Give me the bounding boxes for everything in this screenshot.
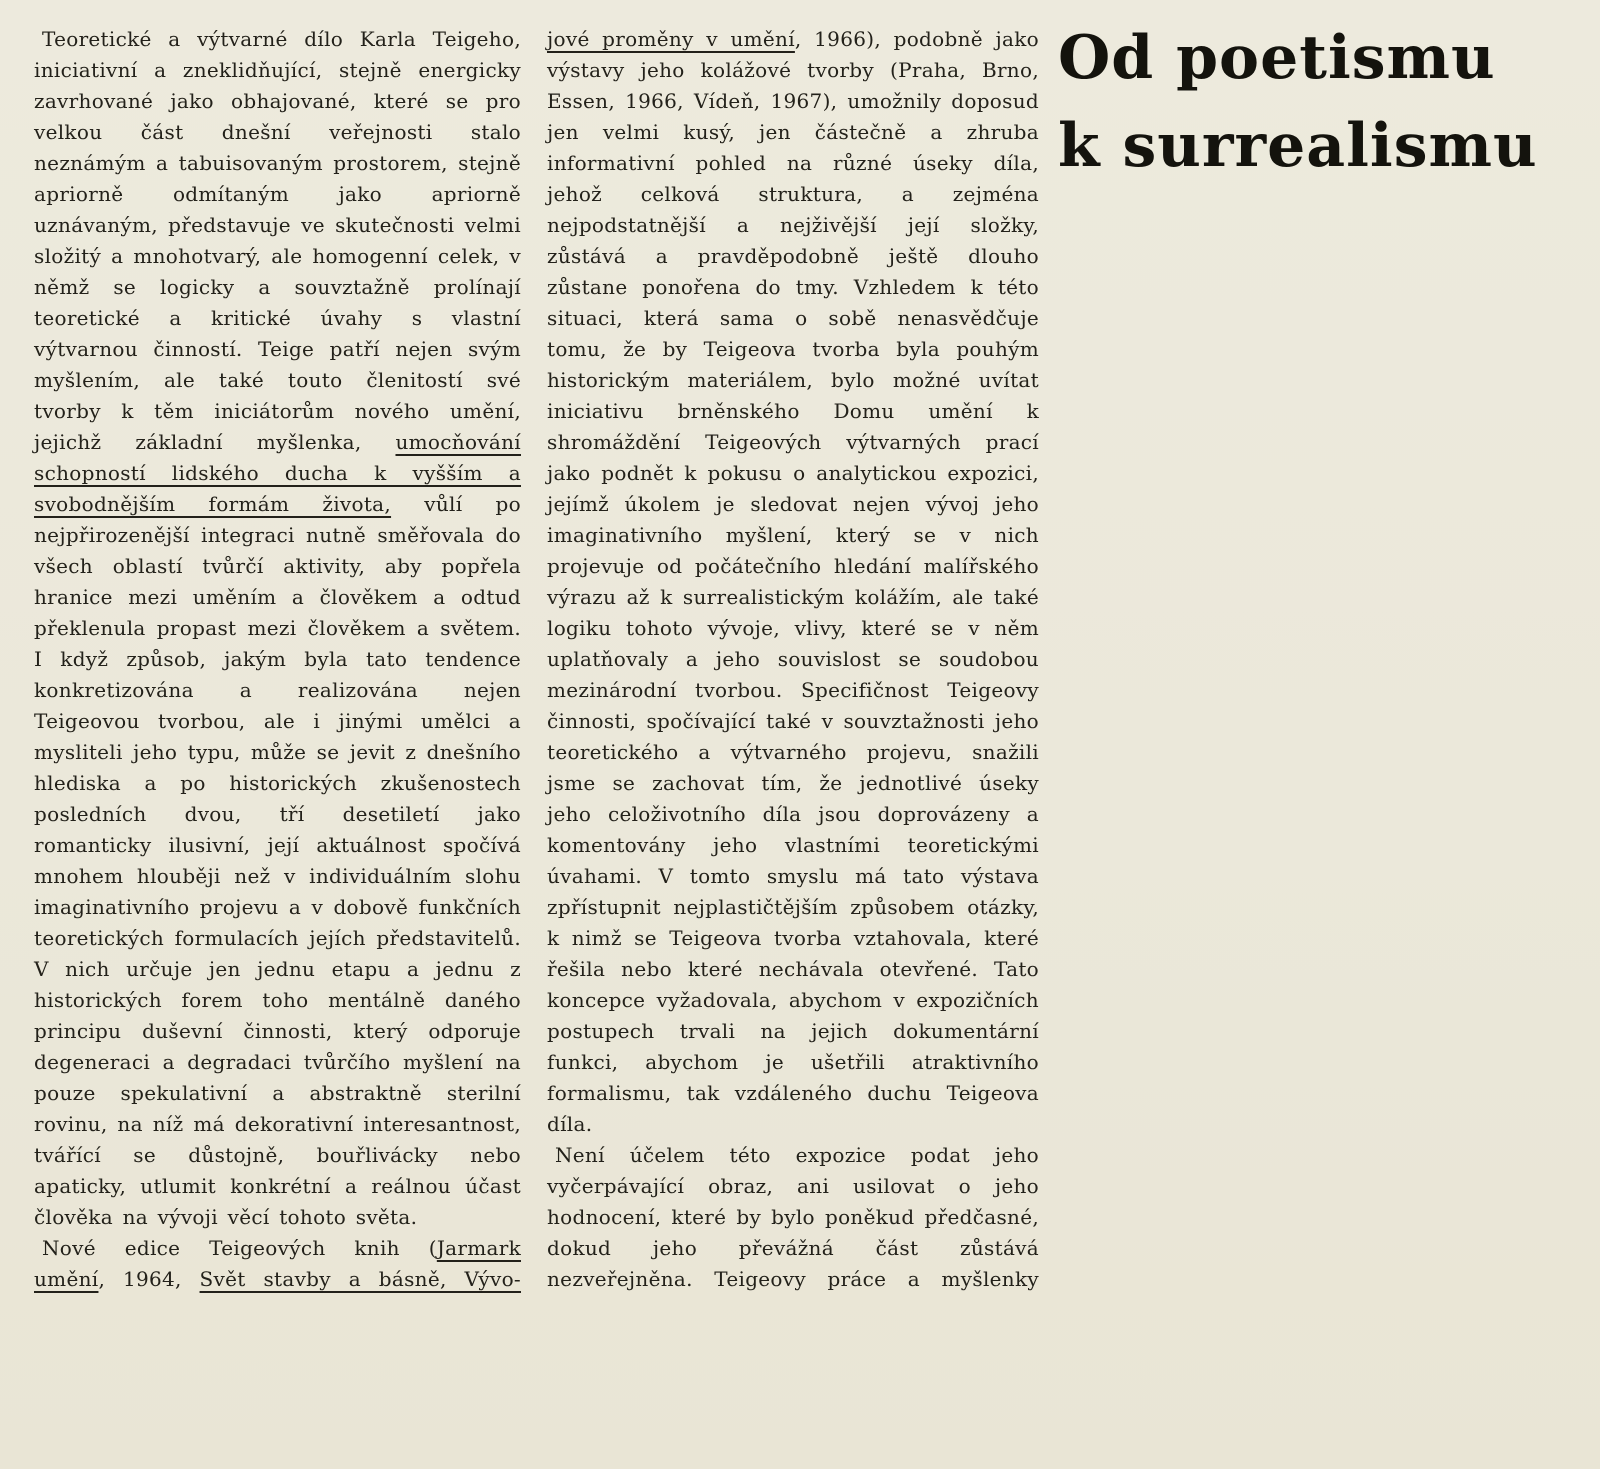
text-segment: Není účelem této expozice podat jeho vyčerpávající obraz, ani usilovat o jeho hodnocení, které by bylo poněkud předčasné, dokud jeho převážná část zůstává nezveřejněna. Teigeovy práce a myšlenky bbox=[547, 1143, 1039, 1291]
text-segment: Nové edice Teigeových knih ( bbox=[42, 1236, 437, 1260]
underlined-phrase: jové proměny v umění bbox=[547, 27, 795, 51]
page-title bbox=[1058, 14, 1538, 190]
underlined-phrase: umocňování schopností lidského ducha k vyšším a svobodnějším formám života, bbox=[34, 430, 521, 516]
text-segment: vůlí po nejpřirozenější integraci nutně směřovala do všech oblastí tvůrčí aktivity, aby popřela hranice mezi uměním a člověkem a odtud překlenula propast mezi člověkem a světem. I když způsob, jakým byla tato tendence konkretizována a realizována nejen Teigeovou tvorbou, ale i jinými umělci a mysliteli jeho typu, může se jevit z dnešního hlediska a po historických zkušenostech posledních dvou, tří desetiletí jako romanticky ilusivní, její aktuálnost spočívá mnohem hlouběji než v individuálním slohu imaginativního projevu a v dobově funkčních teoretických formulacích jejích představitelů. V nich určuje jen jednu etapu a jednu z historických forem toho mentálně daného principu duševní činnosti, který odporuje degeneraci a degradaci tvůrčího myšlení na pouze spekulativní a abstraktně sterilní rovinu, na níž má dekorativní interesantnost, tvářící se důstojně, bouřlivácky nebo apaticky, utlumit konkrétní a reálnou účast člověka na vývoji věcí tohoto světa. bbox=[34, 492, 521, 1229]
right-text-column bbox=[547, 24, 1039, 1295]
page-title-line-1: Od poetismu bbox=[1058, 23, 1496, 93]
paragraph bbox=[547, 1140, 1039, 1295]
text-segment: , 1964, bbox=[98, 1267, 200, 1291]
paragraph bbox=[34, 1233, 521, 1295]
underlined-phrase: Jarmark umění bbox=[34, 1236, 521, 1291]
text-segment: , 1966), podobně jako výstavy jeho kolážové tvorby (Praha, Brno, Essen, 1966, Vídeň, 1967), umožnily doposud jen velmi kusý, jen částečně a zhruba informativní pohled na různé úseky díla, jehož celková struktura, a zejména nejpodstatnější a nejživější její složky, zůstává a pravděpodobně ještě dlouho zůstane ponořena do tmy. Vzhledem k této situaci, která sama o sobě nenasvědčuje tomu, že by Teigeova tvorba byla pouhým historickým materiálem, bylo možné uvítat iniciativu brněnského Domu umění k shromáždění Teigeových výtvarných prací jako podnět k pokusu o analytickou expozici, jejímž úkolem je sledovat nejen vývoj jeho imaginativního myšlení, který se v nich projevuje od počátečního hledání malířského výrazu až k surrealistickým kolážím, ale také logiku tohoto vývoje, vlivy, které se v něm uplatňovaly a jeho souvislost se soudobou mezinárodní tvorbou. Specifičnost Teigeovy činnosti, spočívající také v souvztažnosti jeho teoretického a výtvarného projevu, snažili jsme se zachovat tím, že jednotlivé úseky jeho celoživotního díla jsou doprovázeny a komentovány jeho vlastními teoretickými úvahami. V tomto smyslu má tato výstava zpřístupnit nejplastičtějším způsobem otázky, k nimž se Teigeova tvorba vztahovala, které řešila nebo které nechávala otevřené. Tato koncepce vyžadovala, abychom v expozičních postupech trvali na jejich dokumentární funkci, abychom je ušetřili atraktivního formalismu, tak vzdáleného duchu Teigeova díla. bbox=[547, 27, 1039, 1136]
left-text-column bbox=[34, 24, 521, 1295]
underlined-phrase: Svět stavby a básně, Vývo- bbox=[199, 1267, 521, 1291]
paragraph bbox=[547, 24, 1039, 1140]
paragraph bbox=[34, 24, 521, 1233]
page-title-line-2: k surrealismu bbox=[1058, 111, 1538, 181]
text-segment: Teoretické a výtvarné dílo Karla Teigeho, iniciativní a zneklidňující, stejně energicky zavrhované jako obhajované, které se pro velkou část dnešní veřejnosti stalo neznámým a tabuisovaným prostorem, stejně apriorně odmítaným jako apriorně uznávaným, představuje ve skutečnosti velmi složitý a mnohotvarý, ale homogenní celek, v němž se logicky a souvztažně prolínají teoretické a kritické úvahy s vlastní výtvarnou činností. Teige patří nejen svým myšlením, ale také touto členitostí své tvorby k těm iniciátorům nového umění, jejichž základní myšlenka, bbox=[34, 27, 521, 454]
